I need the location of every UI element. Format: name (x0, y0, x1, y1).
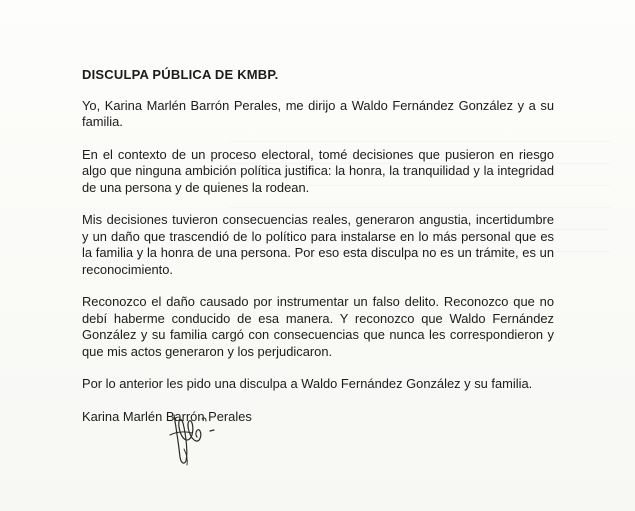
paragraph-context: En el contexto de un proceso electoral, tomé decisiones que pusieron en riesgo algo que ninguna ambición política justifica: la honra, la tranquilidad y la integridad de una persona y de quienes la rodean. (82, 146, 554, 195)
paragraph-consequences: Mis decisiones tuvieron consecuencias reales, generaron angustia, incertidumbre y un daño que trascendió de lo político para instalarse en lo más personal que es la familia y la honra de una persona. Por eso esta disculpa no es un trámite, es un reconocimiento. (82, 212, 554, 277)
paragraph-greeting: Yo, Karina Marlén Barrón Perales, me dirijo a Waldo Fernández González y a su familia. (82, 97, 554, 129)
handwritten-signature-icon (166, 405, 226, 469)
paragraph-apology: Por lo anterior les pido una disculpa a Waldo Fernández González y su familia. (82, 376, 533, 391)
signer-name: Karina Marlén Barrón Perales (82, 408, 252, 424)
paragraph-acknowledgement: Reconozco el daño causado por instrumentar un falso delito. Reconozco que no debí haberme conducido de esa manera. Y reconozco que Waldo Fernández González y su familia cargó con consecuencias que nunca les correspondieron y que mis actos generaron y los perjudicaron. (82, 294, 554, 359)
letter-body (82, 67, 554, 425)
document-title: DISCULPA PÚBLICA DE KMBP. (82, 67, 279, 82)
